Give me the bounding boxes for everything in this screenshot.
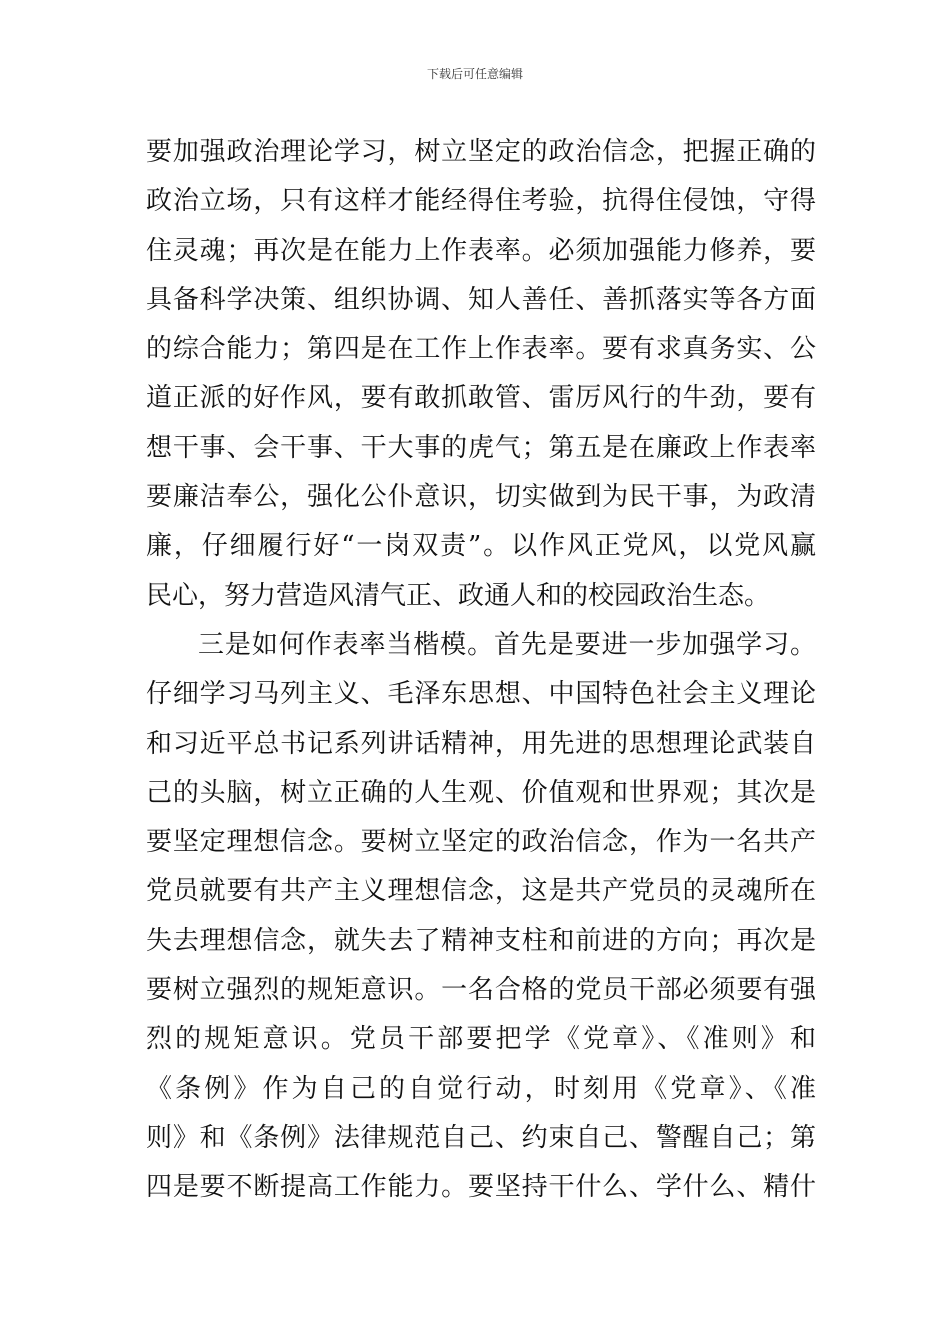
- text-line: 失去理想信念，就失去了精神支柱和前进的方向；再次是: [146, 925, 816, 956]
- text-line: 的综合能力；第四是在工作上作表率。要有求真务实、公: [146, 334, 816, 365]
- text-line: 仔细学习马列主义、毛泽东思想、中国特色社会主义理论: [146, 679, 816, 710]
- text-line: 住灵魂；再次是在能力上作表率。必须加强能力修养，要: [146, 235, 816, 266]
- text-line: 则》和《条例》法律规范自己、约束自己、警醒自己；第: [146, 1122, 816, 1153]
- text-line: 廉，仔细履行好“一岗双责”。以作风正党风，以党风赢: [146, 531, 816, 562]
- paragraph-first-line: 三是如何作表率当楷模。首先是要进一步加强学习。: [198, 629, 816, 660]
- text-line: 民心，努力营造风清气正、政通人和的校园政治生态。: [146, 580, 771, 611]
- text-line: 政治立场，只有这样才能经得住考验，抗得住侵蚀，守得: [146, 186, 816, 217]
- text-line: 具备科学决策、组织协调、知人善任、善抓落实等各方面: [146, 284, 816, 315]
- document-body: [146, 128, 816, 1213]
- text-line: 要加强政治理论学习，树立坚定的政治信念，把握正确的: [146, 137, 816, 167]
- text-line: 烈的规矩意识。党员干部要把学《党章》、《准则》和: [146, 1024, 816, 1055]
- text-line: 党员就要有共产主义理想信念，这是共产党员的灵魂所在: [146, 876, 816, 907]
- text-line: 想干事、会干事、干大事的虎气；第五是在廉政上作表率: [146, 432, 816, 463]
- text-line: 四是要不断提高工作能力。要坚持干什么、学什么、精什: [146, 1172, 816, 1203]
- page-header-note: 下载后可任意编辑: [426, 67, 523, 81]
- text-line: 要坚定理想信念。要树立坚定的政治信念，作为一名共产: [146, 827, 816, 858]
- text-line: 道正派的好作风，要有敢抓敢管、雷厉风行的牛劲，要有: [146, 383, 816, 414]
- text-line: 要廉洁奉公，强化公仆意识，切实做到为民干事，为政清: [146, 482, 816, 513]
- text-line: 要树立强烈的规矩意识。一名合格的党员干部必须要有强: [146, 975, 816, 1006]
- text-line: 己的头脑，树立正确的人生观、价值观和世界观；其次是: [146, 777, 816, 808]
- text-line: 《条例》作为自己的自觉行动，时刻用《党章》、《准: [146, 1073, 816, 1104]
- text-line: 和习近平总书记系列讲话精神，用先进的思想理论武装自: [146, 728, 816, 759]
